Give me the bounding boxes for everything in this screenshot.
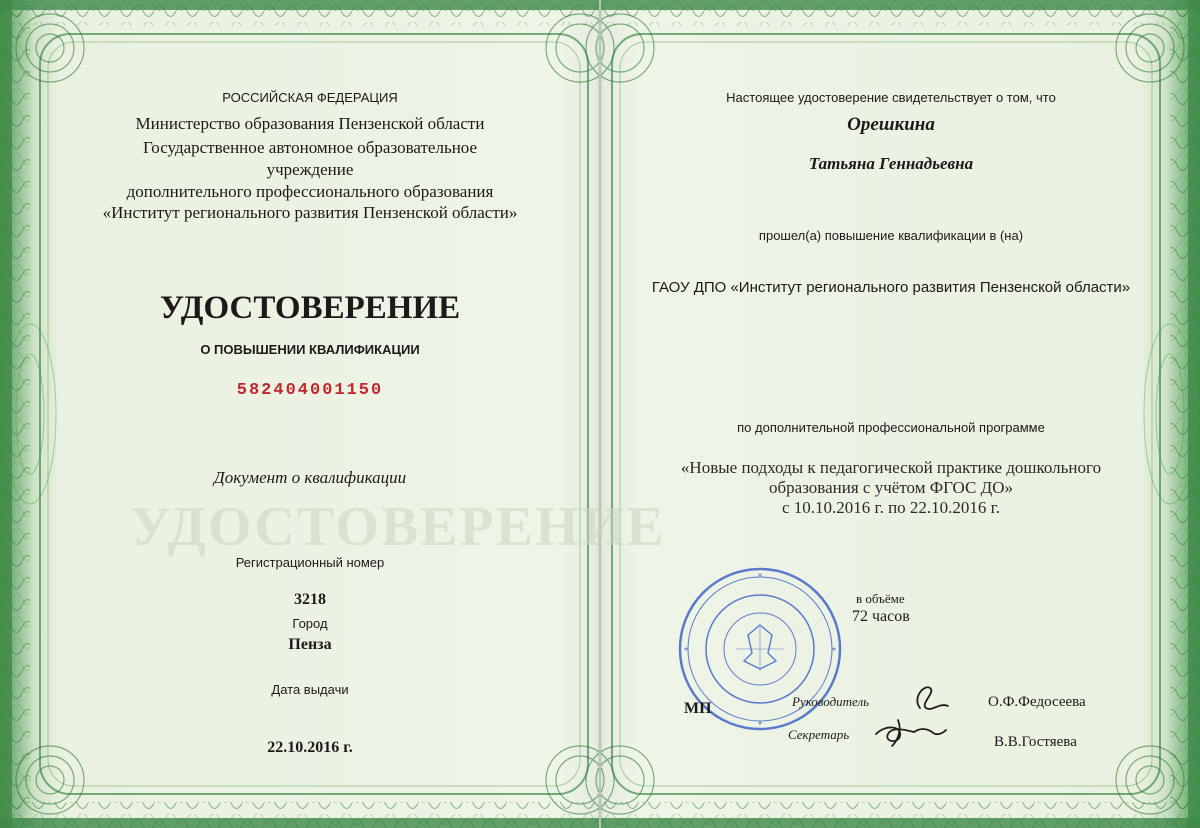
institution-name: ГАОУ ДПО «Институт регионального развития Пензенской области»: [651, 279, 1131, 296]
city-label: Город: [292, 616, 328, 631]
document-title: УДОСТОВЕРЕНИЕ: [159, 290, 461, 326]
program-label: по дополнительной профессиональной программе: [737, 420, 1045, 435]
ministry-name: Министерство образования Пензенской области: [135, 114, 485, 133]
serial-number: 582404001150: [236, 381, 384, 400]
volume-label: в объёме: [856, 591, 905, 606]
holder-surname: Орешкина: [847, 114, 935, 135]
issue-date-label: Дата выдачи: [271, 682, 349, 697]
organization-line-2: учреждение: [266, 160, 354, 179]
organization-line-4: «Институт регионального развития Пензенской области»: [102, 203, 518, 222]
holder-name: Татьяна Геннадьевна: [808, 154, 974, 173]
issue-date: 22.10.2016 г.: [267, 739, 353, 756]
intro-text: Настоящее удостоверение свидетельствует о том, что: [726, 90, 1056, 105]
stamp-mark: МП: [684, 700, 712, 717]
registration-number: 3218: [294, 591, 326, 608]
program-line-2: образования с учётом ФГОС ДО»: [769, 478, 1013, 497]
right-page: [600, 0, 1200, 828]
document-subtitle: О ПОВЫШЕНИИ КВАЛИФИКАЦИИ: [200, 342, 420, 357]
secretary-name: В.В.Гостяева: [994, 734, 1077, 750]
program-line-1: «Новые подходы к педагогической практике дошкольного: [680, 458, 1102, 477]
program-period: с 10.10.2016 г. по 22.10.2016 г.: [781, 498, 1000, 517]
country-name: РОССИЙСКАЯ ФЕДЕРАЦИЯ: [222, 90, 398, 105]
city-name: Пенза: [288, 636, 332, 653]
document-type: Документ о квалификации: [213, 468, 407, 487]
secretary-label: Секретарь: [788, 727, 850, 742]
head-label: Руководитель: [792, 694, 870, 709]
organization-line-3: дополнительного профессионального образования: [126, 182, 494, 201]
registration-label: Регистрационный номер: [235, 555, 385, 570]
organization-line-1: Государственное автономное образовательное: [142, 138, 478, 157]
completed-text: прошел(а) повышение квалификации в (на): [758, 228, 1024, 243]
watermark-text: УДОСТОВЕРЕНИЕ: [130, 496, 666, 558]
head-name: О.Ф.Федосеева: [988, 694, 1086, 710]
volume-hours: 72 часов: [852, 608, 910, 625]
signature-icon: [868, 676, 958, 750]
